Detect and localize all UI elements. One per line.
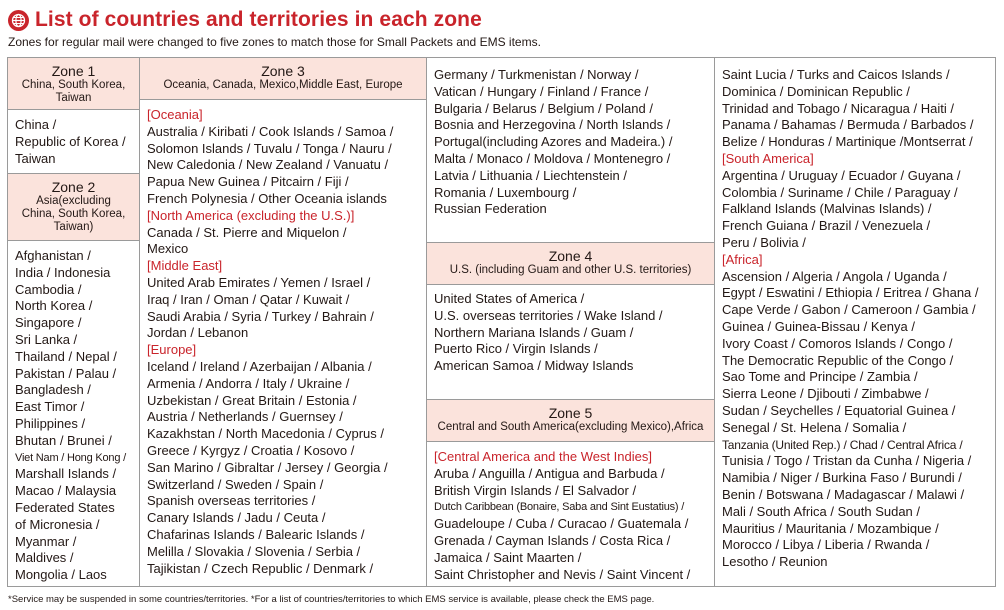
list-item: Tunisia / Togo / Tristan da Cunha / Nigeria / bbox=[722, 453, 972, 469]
page-subtitle: Zones for regular mail were changed to five zones to match those for Small Packets and EMS items. bbox=[8, 35, 541, 49]
list-item: U.S. overseas territories / Wake Island / bbox=[434, 307, 663, 323]
list-item: Bosnia and Herzegovina / North Islands / bbox=[434, 117, 671, 133]
list-item: United States of America / bbox=[434, 291, 585, 306]
list-item: Solomon Islands / Tuvalu / Tonga / Nauru / bbox=[147, 140, 392, 156]
zone2-list bbox=[15, 248, 135, 584]
list-item: Ascension / Algeria / Angola / Uganda / bbox=[722, 268, 947, 284]
list-item: Lesotho / Reunion bbox=[722, 554, 828, 570]
list-item: Saudi Arabia / Syria / Turkey / Bahrain / bbox=[147, 308, 374, 324]
list-item: India / Indonesia bbox=[15, 264, 111, 280]
zone1-desc bbox=[8, 79, 139, 105]
list-item: Ivory Coast / Comoros Islands / Congo / bbox=[722, 335, 953, 351]
footnote: *Service may be suspended in some countries/territories. *For a list of countries/territories to which EMS service is available, please check the EMS page. bbox=[8, 594, 655, 605]
list-item: Falkland Islands (Malvinas Islands) / bbox=[722, 201, 932, 217]
title-row bbox=[8, 6, 482, 34]
list-item: French Polynesia / Other Oceania islands bbox=[147, 190, 387, 206]
list-item: Morocco / Libya / Liberia / Rwanda / bbox=[722, 537, 930, 553]
list-item: Namibia / Niger / Burkina Faso / Burundi / bbox=[722, 470, 962, 486]
list-item: Benin / Botswana / Madagascar / Malawi / bbox=[722, 486, 965, 502]
zone2-desc-line: China, South Korea, bbox=[21, 208, 126, 220]
list-item: Colombia / Suriname / Chile / Paraguay / bbox=[722, 184, 958, 200]
zone4-name: Zone 4 bbox=[548, 248, 593, 264]
list-item: Sudan / Seychelles / Equatorial Guinea / bbox=[722, 402, 956, 418]
region-heading-europe: [Europe] bbox=[147, 342, 197, 358]
zone1-list bbox=[15, 117, 135, 167]
list-item: Tajikistan / Czech Republic / Denmark / bbox=[147, 560, 374, 576]
zone5-cont-list bbox=[722, 67, 991, 571]
list-item: Armenia / Andorra / Italy / Ukraine / bbox=[147, 375, 350, 391]
zone1-desc-line: China, South Korea, bbox=[21, 79, 126, 91]
list-item: Russian Federation bbox=[434, 201, 547, 217]
list-item: East Timor / bbox=[15, 399, 85, 415]
list-item: Kazakhstan / North Macedonia / Cyprus / bbox=[147, 426, 385, 442]
list-item: Jordan / Lebanon bbox=[147, 325, 249, 341]
list-item: Tanzania (United Rep.) / Chad / Central Africa / bbox=[722, 437, 963, 452]
list-item: Argentina / Uruguay / Ecuador / Guyana / bbox=[722, 167, 961, 183]
list-item: Republic of Korea / bbox=[15, 133, 126, 149]
list-item: Maldives / bbox=[15, 550, 74, 566]
list-item: Pakistan / Palau / bbox=[15, 365, 117, 381]
list-item: Sierra Leone / Djibouti / Zimbabwe / bbox=[722, 386, 929, 402]
list-item: Uzbekistan / Great Britain / Estonia / bbox=[147, 392, 357, 408]
list-item: San Marino / Gibraltar / Jersey / Georgia / bbox=[147, 459, 388, 475]
zone5-name: Zone 5 bbox=[548, 405, 593, 421]
list-item: Malta / Monaco / Moldova / Montenegro / bbox=[434, 150, 671, 166]
list-item: Dominica / Dominican Republic / bbox=[722, 83, 910, 99]
list-item: Thailand / Nepal / bbox=[15, 348, 117, 364]
list-item: Guinea / Guinea-Bissau / Kenya / bbox=[722, 318, 915, 334]
zone5-list bbox=[434, 449, 710, 583]
list-item: Dutch Caribbean (Bonaire, Saba and Sint Eustatius) / bbox=[434, 501, 685, 514]
list-item: Austria / Netherlands / Guernsey / bbox=[147, 409, 343, 425]
list-item: Canada / St. Pierre and Miquelon / bbox=[147, 224, 347, 240]
list-item: The Democratic Republic of the Congo / bbox=[722, 352, 954, 368]
column-zone5-cont bbox=[715, 58, 995, 586]
list-item: Grenada / Cayman Islands / Costa Rica / bbox=[434, 532, 671, 548]
list-item: British Virgin Islands / El Salvador / bbox=[434, 482, 637, 498]
list-item: Bulgaria / Belarus / Belgium / Poland / bbox=[434, 100, 653, 116]
list-item: Marshall Islands / bbox=[15, 466, 117, 482]
list-item: Cambodia / bbox=[15, 281, 82, 297]
list-item: Belize / Honduras / Martinique /Montserrat / bbox=[722, 134, 973, 150]
list-item: Chafarinas Islands / Balearic Islands / bbox=[147, 526, 365, 542]
region-heading-oceania: [Oceania] bbox=[147, 107, 203, 122]
list-item: United Arab Emirates / Yemen / Israel / bbox=[147, 274, 371, 290]
list-item: Cape Verde / Gabon / Cameroon / Gambia / bbox=[722, 302, 976, 318]
list-item: Saint Christopher and Nevis / Saint Vincent / bbox=[434, 566, 691, 582]
zone2-desc bbox=[8, 195, 139, 234]
zone2-desc-line: Asia(excluding bbox=[36, 195, 111, 207]
list-item: Viet Nam / Hong Kong / bbox=[15, 451, 126, 464]
list-item: Iraq / Iran / Oman / Qatar / Kuwait / bbox=[147, 291, 350, 307]
list-item: Papua New Guinea / Pitcairn / Fiji / bbox=[147, 174, 349, 190]
globe-icon bbox=[8, 10, 29, 31]
list-item: Mauritius / Mauritania / Mozambique / bbox=[722, 520, 939, 536]
list-item: Singapore / bbox=[15, 315, 82, 331]
zone1-name: Zone 1 bbox=[51, 63, 96, 79]
list-item: Peru / Bolivia / bbox=[722, 234, 806, 250]
zone3-header bbox=[140, 58, 426, 100]
zone3-name: Zone 3 bbox=[261, 63, 305, 79]
list-item: North Korea / bbox=[15, 298, 93, 314]
list-item: Taiwan bbox=[15, 150, 56, 166]
list-item: Melilla / Slovakia / Slovenia / Serbia / bbox=[147, 543, 361, 559]
zone1-header bbox=[8, 58, 139, 110]
list-item: Spanish overseas territories / bbox=[147, 493, 316, 509]
column-zone1-zone2 bbox=[8, 58, 140, 586]
list-item: Canary Islands / Jadu / Ceuta / bbox=[147, 510, 326, 526]
list-item: American Samoa / Midway Islands bbox=[434, 358, 634, 374]
list-item: Jamaica / Saint Maarten / bbox=[434, 549, 582, 565]
list-item: Bhutan / Brunei / bbox=[15, 432, 112, 448]
list-item: Macao / Malaysia bbox=[15, 483, 117, 499]
list-item: Iceland / Ireland / Azerbaijan / Albania / bbox=[147, 358, 372, 374]
list-item: Guadeloupe / Cuba / Curacao / Guatemala / bbox=[434, 516, 689, 532]
zone3-desc: Oceania, Canada, Mexico,Middle East, Europe bbox=[163, 79, 403, 91]
list-item: Bangladesh / bbox=[15, 382, 91, 398]
column-zone3 bbox=[140, 58, 427, 586]
list-item: Egypt / Eswatini / Ethiopia / Eritrea / Ghana / bbox=[722, 285, 979, 301]
zone3-list bbox=[147, 107, 422, 577]
list-item: of Micronesia / bbox=[15, 516, 100, 532]
region-heading-africa: [Africa] bbox=[722, 251, 763, 267]
zone2-header bbox=[8, 173, 139, 241]
zone4-desc: U.S. (including Guam and other U.S. territories) bbox=[449, 264, 692, 276]
list-item: Senegal / St. Helena / Somalia / bbox=[722, 419, 907, 435]
zone2-desc-line: Taiwan) bbox=[53, 221, 94, 233]
page-title: List of countries and territories in each zone bbox=[35, 8, 482, 31]
zone5-header bbox=[427, 399, 714, 442]
list-item: Switzerland / Sweden / Spain / bbox=[147, 476, 324, 492]
list-item: Afghanistan / bbox=[15, 248, 91, 263]
list-item: Federated States bbox=[15, 499, 115, 515]
list-item: New Caledonia / New Zealand / Vanuatu / bbox=[147, 157, 389, 173]
list-item: Trinidad and Tobago / Nicaragua / Haiti / bbox=[722, 100, 954, 116]
list-item: Northern Mariana Islands / Guam / bbox=[434, 324, 634, 340]
zone2-name: Zone 2 bbox=[51, 179, 96, 195]
list-item: Aruba / Anguilla / Antigua and Barbuda / bbox=[434, 465, 665, 481]
list-item: Vatican / Hungary / Finland / France / bbox=[434, 83, 649, 99]
zone3-cont-list bbox=[434, 67, 710, 218]
list-item: Saint Lucia / Turks and Caicos Islands / bbox=[722, 67, 950, 82]
list-item: Panama / Bahamas / Bermuda / Barbados / bbox=[722, 117, 974, 133]
list-item: Philippines / bbox=[15, 415, 86, 431]
list-item: Myanmar / bbox=[15, 533, 77, 549]
list-item: Mali / South Africa / South Sudan / bbox=[722, 503, 921, 519]
list-item: Puerto Rico / Virgin Islands / bbox=[434, 341, 598, 357]
region-heading-south-america: [South America] bbox=[722, 150, 814, 166]
list-item: Mexico bbox=[147, 241, 189, 257]
list-item: Greece / Kyrgyz / Croatia / Kosovo / bbox=[147, 442, 355, 458]
list-item: Portugal(including Azores and Madeira.) / bbox=[434, 134, 673, 150]
list-item: Germany / Turkmenistan / Norway / bbox=[434, 67, 639, 82]
list-item: French Guiana / Brazil / Venezuela / bbox=[722, 218, 931, 234]
region-heading-central-america: [Central America and the West Indies] bbox=[434, 449, 652, 464]
zone4-list bbox=[434, 291, 710, 375]
list-item: Australia / Kiribati / Cook Islands / Samoa / bbox=[147, 123, 394, 139]
region-heading-middle-east: [Middle East] bbox=[147, 258, 223, 274]
list-item: Sao Tome and Principe / Zambia / bbox=[722, 369, 918, 385]
zone4-header bbox=[427, 242, 714, 285]
region-heading-north-america: [North America (excluding the U.S.)] bbox=[147, 207, 355, 223]
column-zone3-cont-zone4-zone5 bbox=[427, 58, 715, 586]
zone-table bbox=[7, 57, 996, 587]
list-item: Sri Lanka / bbox=[15, 331, 78, 347]
list-item: Latvia / Lithuania / Liechtenstein / bbox=[434, 167, 627, 183]
zone1-desc-line: Taiwan bbox=[55, 92, 92, 104]
list-item: Romania / Luxembourg / bbox=[434, 184, 577, 200]
list-item: Mongolia / Laos bbox=[15, 567, 107, 583]
zone5-desc: Central and South America(excluding Mexico),Africa bbox=[437, 421, 704, 433]
list-item: China / bbox=[15, 117, 57, 132]
